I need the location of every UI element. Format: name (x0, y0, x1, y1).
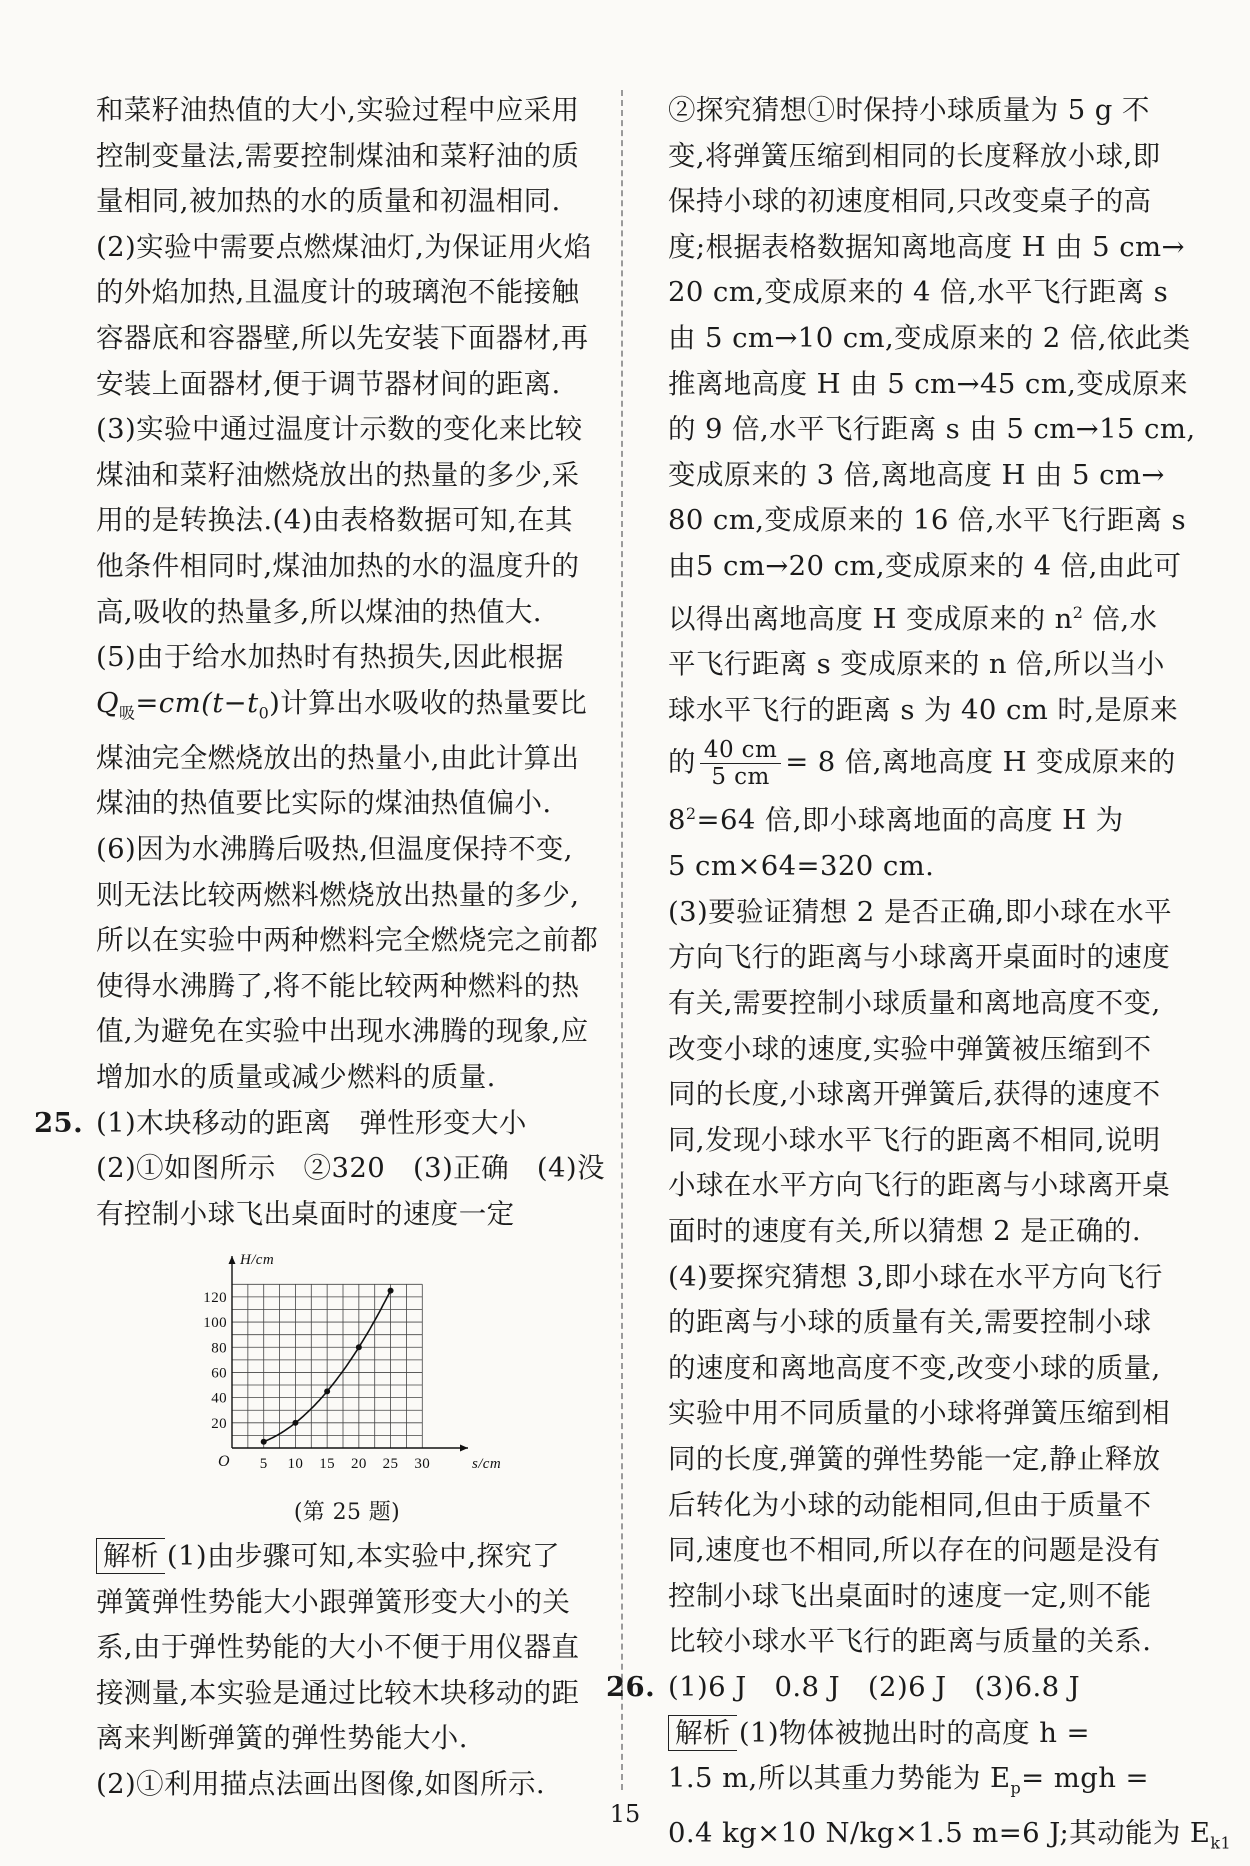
ep-post: = mgh = (1021, 1762, 1149, 1795)
text-line: 同,速度也不相同,所以存在的问题是没有 (668, 1534, 1161, 1567)
ek-pre: 0.4 kg×10 N/kg×1.5 m=6 J;其动能为 E (668, 1817, 1211, 1850)
frac-post: = 8 倍,离地高度 H 变成原来的 (785, 746, 1176, 779)
text-line: 80 cm,变成原来的 16 倍,水平飞行距离 s (668, 504, 1187, 537)
ep-sub: p (1010, 1778, 1022, 1798)
left-after-formula-text (96, 736, 599, 1101)
eight-base: 8 (668, 804, 686, 837)
analysis-tag: 解析 (96, 1538, 165, 1574)
question-25-answers (96, 1101, 605, 1238)
formula-rest: =cm(t−t (135, 686, 259, 719)
text-line: 的外焰加热,且温度计的玻璃泡不能接触 (96, 276, 580, 309)
text-line: 保持小球的初速度相同,只改变桌子的高 (668, 185, 1152, 218)
question-25 (34, 1101, 605, 1238)
text-line: 由5 cm→20 cm,变成原来的 4 倍,由此可 (668, 549, 1182, 582)
x-tick-label: 5 (259, 1456, 268, 1473)
y-axis-arrow (229, 1256, 236, 1264)
text-line: (2)①利用描点法画出图像,如图所示. (96, 1767, 546, 1800)
x-tick-label: 30 (414, 1456, 431, 1473)
y-tick-label: 60 (211, 1365, 227, 1382)
x-axis-label: s/cm (472, 1456, 502, 1473)
text-line: 的 9 倍,水平飞行距离 s 由 5 cm→15 cm, (668, 413, 1196, 446)
text-line: 有控制小球飞出桌面时的速度一定 (96, 1197, 515, 1230)
text-line: 他条件相同时,煤油加热的水的温度升的 (96, 549, 580, 582)
text-line: 变成原来的 3 倍,离地高度 H 由 5 cm→ (668, 458, 1165, 491)
text-line: 同的长度,弹簧的弹性势能一定,静止释放 (668, 1442, 1161, 1475)
text-line: 控制变量法,需要控制煤油和菜籽油的质 (96, 139, 580, 172)
analysis-25-text (96, 1580, 596, 1808)
y-tick-label: 120 (203, 1290, 227, 1307)
text-line: 煤油的热值要比实际的煤油热值偏小. (96, 787, 552, 820)
frac-numerator: 40 cm (700, 737, 781, 764)
text-line: 由 5 cm→10 cm,变成原来的 2 倍,依此类 (668, 321, 1191, 354)
text-line: 增加水的质量或减少燃料的质量. (96, 1060, 496, 1093)
text-line: 弹簧弹性势能大小跟弹簧形变大小的关 (96, 1585, 571, 1618)
text-line: 煤油和菜籽油燃烧放出的热量的多少,采 (96, 458, 580, 491)
text-line: 所以在实验中两种燃料完全燃烧完之前都 (96, 924, 599, 957)
n2-pre: 以得出离地高度 H 变成原来的 n (668, 602, 1073, 635)
text-line: (1)木块移动的距离 弹性形变大小 (96, 1106, 527, 1139)
formula-tail: )计算出水吸收的热量要比 (269, 686, 588, 719)
chart-svg (192, 1243, 502, 1483)
text-line: 平飞行距离 s 变成原来的 n 倍,所以当小 (668, 648, 1165, 681)
analysis-26-first-text: (1)物体被抛出时的高度 h = (738, 1716, 1090, 1749)
right-text-b (668, 642, 1178, 733)
text-line: 推离地高度 H 由 5 cm→45 cm,变成原来 (668, 367, 1188, 400)
x-tick-label: 20 (350, 1456, 367, 1473)
text-line: 量相同,被加热的水的质量和初温相同. (96, 185, 561, 218)
text-line: 实验中用不同质量的小球将弹簧压缩到相 (668, 1397, 1171, 1430)
frac-denominator: 5 cm (711, 764, 770, 791)
formula-q: Q (96, 686, 119, 719)
text-line: 安装上面器材,便于调节器材间的距离. (96, 367, 561, 400)
chart-caption: (第 25 题) (293, 1499, 401, 1525)
right-text-a (668, 88, 1196, 590)
text-line: 煤油完全燃烧放出的热量小,由此计算出 (96, 741, 580, 774)
text-line: 和菜籽油热值的大小,实验过程中应采用 (96, 94, 580, 126)
y-tick-label: 100 (203, 1315, 227, 1332)
text-line: (3)要验证猜想 2 是否正确,即小球在水平 (668, 895, 1172, 928)
text-line: 5 cm×64=320 cm. (668, 850, 935, 883)
text-line: (4)要探究猜想 3,即小球在水平方向飞行 (668, 1260, 1163, 1293)
origin-label: O (218, 1453, 230, 1471)
text-line: 方向飞行的距离与小球离开桌面时的速度 (668, 941, 1171, 974)
formula-q-sub: 吸 (118, 703, 136, 723)
data-point (388, 1288, 394, 1294)
text-line: 比较小球水平飞行的距离与质量的关系. (668, 1625, 1152, 1658)
formula-t-sub: 0 (258, 703, 270, 723)
text-line: (2)①如图所示 ②320 (3)正确 (4)没 (96, 1152, 605, 1185)
data-point (261, 1439, 267, 1445)
x-axis-arrow (460, 1445, 468, 1452)
n2-post: 倍,水 (1083, 602, 1158, 635)
eight-post: =64 倍,即小球离地面的高度 H 为 (696, 804, 1124, 837)
column-divider (621, 90, 623, 1790)
y-tick-label: 80 (211, 1340, 227, 1357)
text-line: (2)实验中需要点燃煤油灯,为保证用火焰 (96, 230, 592, 263)
left-column (34, 88, 605, 1808)
y-tick-label: 20 (211, 1416, 227, 1433)
text-line: 变,将弹簧压缩到相同的长度释放小球,即 (668, 139, 1161, 172)
fraction (700, 737, 781, 790)
left-intro-text (96, 88, 596, 681)
x-tick-label: 15 (319, 1456, 336, 1473)
text-line: 用的是转换法.(4)由表格数据可知,在其 (96, 504, 573, 537)
text-line: 系,由于弹性势能的大小不便于用仪器直 (96, 1631, 580, 1664)
question-26-answer: (1)6 J 0.8 J (2)6 J (3)6.8 J (668, 1670, 1081, 1703)
question-25-number: 25. (34, 1106, 84, 1139)
text-line: 后转化为小球的动能相同,但由于质量不 (668, 1488, 1152, 1521)
data-point (324, 1389, 330, 1395)
ep-pre: 1.5 m,所以其重力势能为 E (668, 1762, 1011, 1795)
analysis-25-first-line (96, 1534, 596, 1580)
text-line: 接测量,本实验是通过比较木块移动的距 (96, 1676, 580, 1709)
ek-sub: k1 (1210, 1833, 1232, 1853)
text-line: 改变小球的速度,实验中弹簧被压缩到不 (668, 1032, 1152, 1065)
frac-pre: 的 (668, 746, 696, 779)
text-line: 则无法比较两燃料燃烧放出热量的多少, (96, 878, 580, 911)
fraction-line (668, 733, 1178, 791)
y-axis-label: H/cm (240, 1252, 275, 1269)
page-number: 15 (609, 1800, 641, 1828)
text-line: (5)由于给水加热时有热损失,因此根据 (96, 641, 564, 674)
x-tick-label: 25 (382, 1456, 399, 1473)
text-line: 值,为避免在实验中出现水沸腾的现象,应 (96, 1015, 589, 1048)
text-line: (6)因为水沸腾后吸热,但温度保持不变, (96, 833, 573, 865)
text-line: 使得水沸腾了,将不能比较两种燃料的热 (96, 969, 580, 1002)
x-tick-label: 10 (287, 1456, 304, 1473)
text-line: 的距离与小球的质量有关,需要控制小球 (668, 1306, 1152, 1339)
analysis-25-first-text: (1)由步骤可知,本实验中,探究了 (166, 1539, 561, 1572)
data-point (292, 1420, 298, 1426)
analysis-26-first-line (668, 1711, 1178, 1757)
analysis-tag-26: 解析 (668, 1715, 737, 1751)
text-line: 度;根据表格数据知离地高度 H 由 5 cm→ (668, 230, 1185, 263)
text-line: 球水平飞行的距离 s 为 40 cm 时,是原来 (668, 693, 1179, 726)
text-line: 的速度和离地高度不变,改变小球的质量, (668, 1351, 1161, 1384)
y-tick-label: 40 (211, 1390, 227, 1407)
question-26 (606, 1665, 1178, 1711)
text-line: 离来判断弹簧的弹性势能大小. (96, 1722, 468, 1755)
question-26-number: 26. (606, 1670, 656, 1703)
formula-line (96, 681, 596, 736)
right-column (606, 88, 1232, 1866)
eight-sup: 2 (685, 804, 697, 824)
text-line: 小球在水平方向飞行的距离与小球离开桌 (668, 1169, 1171, 1202)
n2-sup: 2 (1072, 602, 1084, 622)
text-line: 同,发现小球水平飞行的距离不相同,说明 (668, 1123, 1161, 1156)
text-line: 控制小球飞出桌面时的速度一定,则不能 (668, 1579, 1152, 1612)
n-squared-line (668, 590, 1178, 643)
text-line: 面时的速度有关,所以猜想 2 是正确的. (668, 1214, 1141, 1247)
eight-squared-line (668, 791, 1178, 844)
chart-25 (192, 1243, 532, 1528)
text-line: ②探究猜想①时保持小球质量为 5 g 不 (668, 94, 1150, 126)
text-line: (3)实验中通过温度计示数的变化来比较 (96, 413, 583, 446)
text-line: 20 cm,变成原来的 4 倍,水平飞行距离 s (668, 276, 1169, 309)
data-point (356, 1345, 362, 1351)
text-line: 同的长度,小球离开弹簧后,获得的速度不 (668, 1078, 1161, 1111)
text-line: 高,吸收的热量多,所以煤油的热值大. (96, 595, 542, 628)
right-text-c (668, 844, 1178, 1665)
text-line: 有关,需要控制小球质量和离地高度不变, (668, 987, 1161, 1019)
text-line: 容器底和容器壁,所以先安装下面器材,再 (96, 321, 589, 354)
